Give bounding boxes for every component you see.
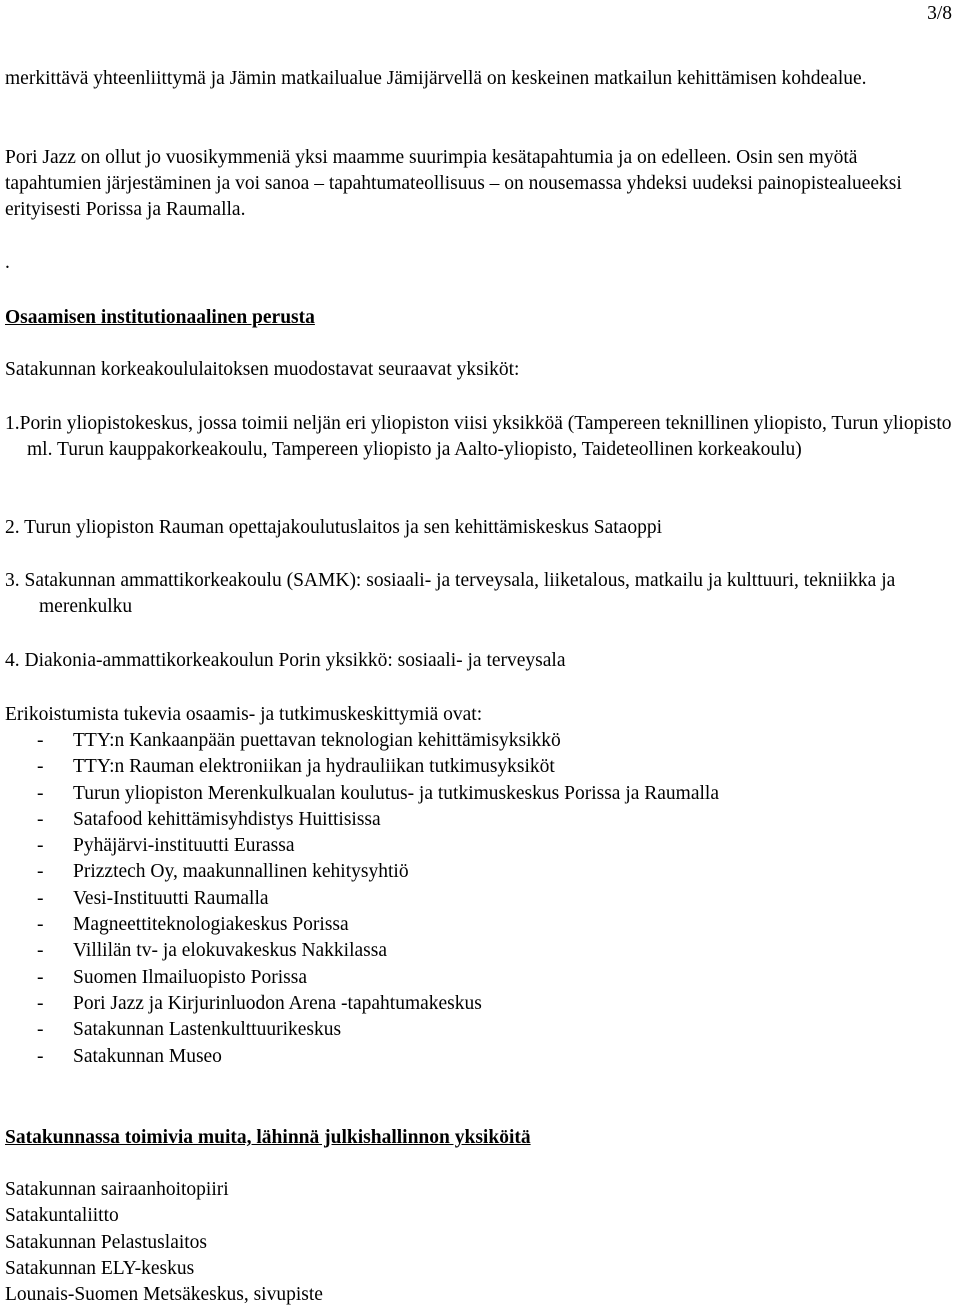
list-item: - Prizztech Oy, maakunnallinen kehitysyhtiö [37, 861, 409, 883]
list-item: Satakunnan sairaanhoitopiiri [5, 1179, 229, 1200]
units-list [5, 411, 955, 463]
section-heading-public-units: Satakunnassa toimivia muita, lähinnä julkishallinnon yksiköitä [5, 1127, 531, 1148]
clusters-list [5, 728, 955, 1070]
unit-item-3-wrap [5, 568, 955, 620]
list-item: Satakuntaliitto [5, 1205, 119, 1227]
list-item: Lounais-Suomen Metsäkeskus, sivupiste [5, 1284, 323, 1306]
page-number: 3/8 [927, 3, 952, 24]
unit-item-4: 4. Diakonia-ammattikorkeakoulun Porin yksikkö: sosiaali- ja terveysala [5, 650, 566, 671]
unit-item-4-wrap [5, 648, 955, 674]
stray-dot: . [5, 252, 10, 273]
list-item: - Satakunnan Museo [37, 1045, 222, 1067]
list-item: - Satakunnan Lastenkulttuurikeskus [37, 1019, 342, 1041]
unit-item-2: 2. Turun yliopiston Rauman opettajakoulutuslaitos ja sen kehittämiskeskus Sataoppi [5, 517, 663, 538]
unit-item-2-wrap [5, 515, 955, 541]
list-item: - Satafood kehittämisyhdistys Huittisissa [37, 808, 381, 830]
list-item: Satakunnan ELY-keskus [5, 1257, 195, 1279]
list-item: - Suomen Ilmailuopisto Porissa [37, 966, 307, 988]
section1-lead: Satakunnan korkeakoululaitoksen muodostavat seuraavat yksiköt: [5, 359, 520, 380]
unit-item-3: 3. Satakunnan ammattikorkeakoulu (SAMK): sosiaali- ja terveysala, liiketalous, matkailu ja kulttuuri, tekniikka ja merenkulku [5, 570, 896, 617]
list-item: - TTY:n Kankaanpään puettavan teknologian kehittämisyksikkö [37, 730, 561, 751]
section-heading-institutional: Osaamisen institutionaalinen perusta [5, 307, 315, 328]
list-item: - Vesi-Instituutti Raumalla [37, 887, 269, 909]
public-units-list [5, 1177, 955, 1308]
list-item: - Villilän tv- ja elokuvakeskus Nakkilassa [37, 940, 388, 962]
list-item: - TTY:n Rauman elektroniikan ja hydrauliikan tutkimusyksiköt [37, 756, 555, 778]
list-item: - Pyhäjärvi-instituutti Eurassa [37, 835, 295, 857]
unit-item-1: 1.Porin yliopistokeskus, jossa toimii neljän eri yliopiston viisi yksikköä (Tampereen teknillinen yliopisto, Turun yliopisto ml. Turun kauppakorkeakoulu, Tampereen yliopisto ja Aalto-yliopisto, Taideteollinen korkeakoulu) [5, 413, 952, 460]
list-item: - Turun yliopiston Merenkulkualan koulutus- ja tutkimuskeskus Porissa ja Raumalla [37, 782, 719, 804]
list-item: - Magneettiteknologiakeskus Porissa [37, 914, 349, 936]
clusters-lead: Erikoistumista tukevia osaamis- ja tutkimuskeskittymiä ovat: [5, 704, 483, 725]
list-item: Satakunnan Pelastuslaitos [5, 1231, 208, 1253]
intro-paragraph-1: merkittävä yhteenliittymä ja Jämin matkailualue Jämijärvellä on keskeinen matkailun kehittämisen kohdealue. [5, 68, 867, 89]
intro-paragraph-2: Pori Jazz on ollut jo vuosikymmeniä yksi maamme suurimpia kesätapahtumia ja on edelleen. Osin sen myötä tapahtumien järjestäminen ja voi sanoa – tapahtumateollisuus – on nousemassa yhdeksi uudeksi painopistealueeksi erityisesti Porissa ja Raumalla. [5, 147, 902, 220]
list-item: - Pori Jazz ja Kirjurinluodon Arena -tapahtumakeskus [37, 992, 482, 1014]
